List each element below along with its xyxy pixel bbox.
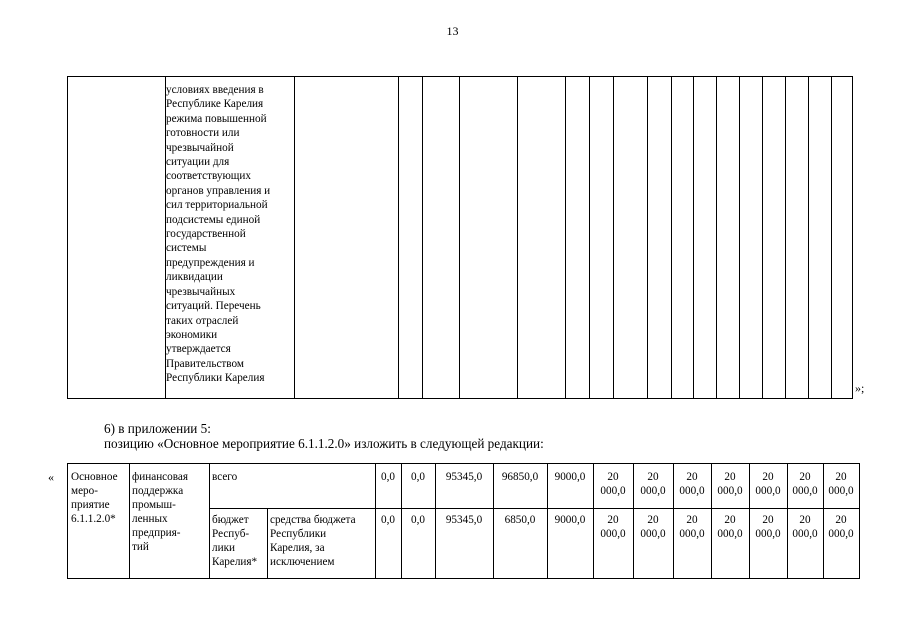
- row-total-value: 20 000,0: [679, 471, 705, 497]
- column-divider: [739, 77, 740, 398]
- column-divider: [459, 77, 460, 398]
- row-total-value: 9000,0: [554, 471, 586, 483]
- row-total-value: 20 000,0: [600, 471, 626, 497]
- column-divider: [294, 77, 295, 398]
- column-divider: [808, 77, 809, 398]
- column-divider: [422, 77, 423, 398]
- row-total-value: 96850,0: [501, 471, 539, 483]
- page-number: 13: [446, 24, 459, 38]
- column-divider: [129, 464, 130, 578]
- event-name-cell: Основное меро- приятие 6.1.1.2.0*: [71, 471, 118, 525]
- funding-table: [67, 463, 860, 579]
- column-divider: [209, 464, 210, 578]
- row-total-value: 20 000,0: [828, 471, 854, 497]
- row-budget-value: 95345,0: [445, 514, 483, 526]
- row-budget-value: 20 000,0: [828, 514, 854, 540]
- event-description-cell: финансовая поддержка промыш- ленных предприя- тий: [132, 471, 188, 553]
- closing-quote: »;: [855, 381, 865, 395]
- row-budget-value: 20 000,0: [717, 514, 743, 540]
- row-total-label: всего: [212, 471, 238, 483]
- column-divider: [762, 77, 763, 398]
- paragraph-line: 6) в приложении 5:: [104, 421, 211, 436]
- row-budget-value: 20 000,0: [679, 514, 705, 540]
- row-total-value: 95345,0: [445, 471, 483, 483]
- row-budget-value: 20 000,0: [755, 514, 781, 540]
- row-budget-value: 20 000,0: [792, 514, 818, 540]
- continuation-cell-text: условиях введения в Республике Карелия режима повышенной готовности или чрезвычайной ситуации для соответствующих органов управления и сил территориальной подсистемы единой государственной системы предупреждения и ликвидации чрезвычайных ситуаций. Перечень таких отраслей экономики утверждается Правительством Республики Карелия: [166, 84, 271, 385]
- row-budget-value: 9000,0: [554, 514, 586, 526]
- row-total-value: 20 000,0: [755, 471, 781, 497]
- column-divider: [647, 77, 648, 398]
- row-budget-detail: средства бюджета Республики Карелия, за исключением: [270, 514, 356, 568]
- paragraph-line: позицию «Основное мероприятие 6.1.1.2.0» изложить в следующей редакции:: [104, 436, 544, 451]
- row-budget-value: 0,0: [381, 514, 395, 526]
- row-total-value: 20 000,0: [792, 471, 818, 497]
- continuation-table: [67, 76, 853, 399]
- column-divider: [785, 77, 786, 398]
- row-divider: [209, 508, 859, 509]
- opening-quote: «: [48, 470, 54, 484]
- row-total-value: 20 000,0: [717, 471, 743, 497]
- column-divider: [267, 508, 268, 578]
- column-divider: [398, 77, 399, 398]
- column-divider: [613, 77, 614, 398]
- column-divider: [589, 77, 590, 398]
- column-divider: [517, 77, 518, 398]
- column-divider: [565, 77, 566, 398]
- row-total-value: 0,0: [381, 471, 395, 483]
- column-divider: [831, 77, 832, 398]
- row-total-value: 20 000,0: [640, 471, 666, 497]
- row-budget-value: 20 000,0: [600, 514, 626, 540]
- row-budget-value: 20 000,0: [640, 514, 666, 540]
- row-budget-value: 6850,0: [504, 514, 536, 526]
- column-divider: [716, 77, 717, 398]
- row-budget-value: 0,0: [411, 514, 425, 526]
- row-total-value: 0,0: [411, 471, 425, 483]
- row-budget-source: бюджет Респуб- лики Карелия*: [212, 514, 258, 568]
- column-divider: [671, 77, 672, 398]
- column-divider: [693, 77, 694, 398]
